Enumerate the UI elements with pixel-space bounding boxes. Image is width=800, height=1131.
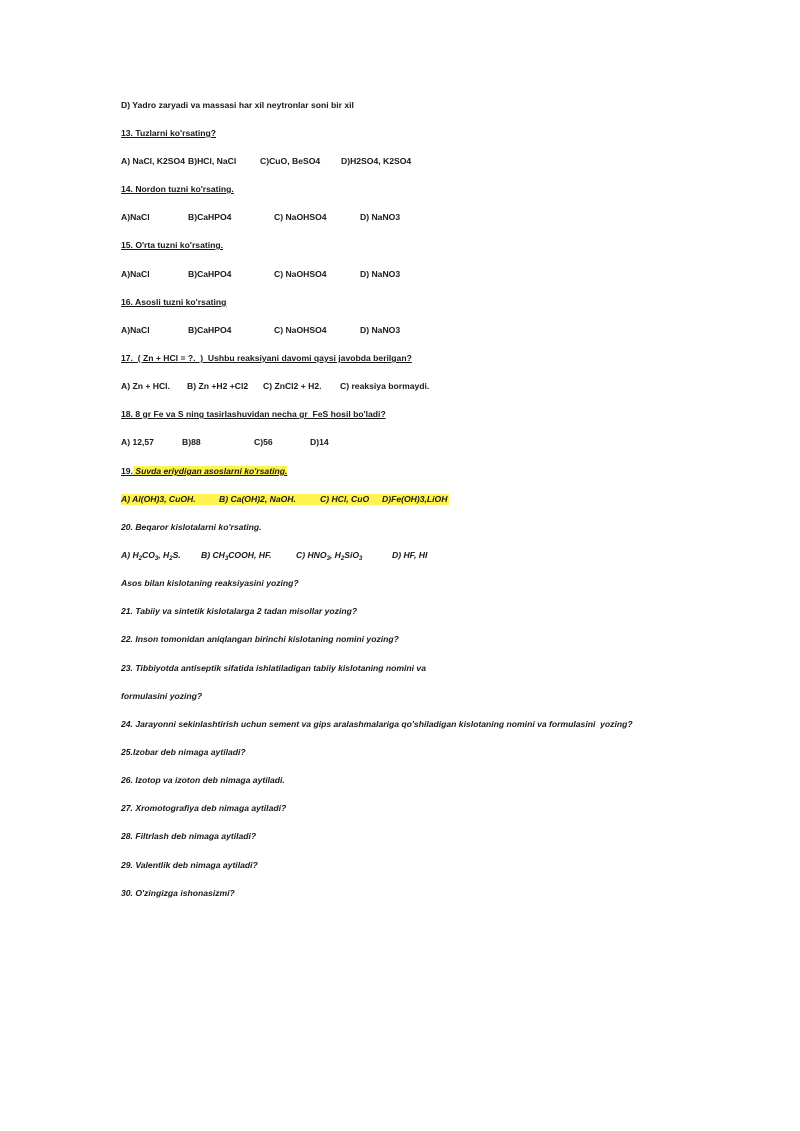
option-a: A) Al(OH)3, CuOH.: [121, 494, 196, 504]
subscript: 3: [224, 556, 229, 562]
options-19-highlighted: [121, 494, 449, 505]
subscript: 2: [340, 556, 345, 562]
question-25: 25.Izobar deb nimaga aytiladi?: [121, 747, 246, 757]
question-30: 30. O'zingizga ishonasizmi?: [121, 888, 235, 898]
option-b: B) $CH_3COOH$, HF.: [201, 550, 272, 562]
question-23-continued: formulasini yozing?: [121, 691, 203, 701]
option-d: D) NaNO3: [360, 212, 401, 222]
question-14: 14. Nordon tuzni ko'rsating.: [121, 184, 234, 194]
question-15: 15. O'rta tuzni ko'rsating.: [121, 240, 223, 250]
options-15: [121, 269, 400, 280]
options-14: [121, 212, 400, 223]
option-b: B)CaHPO4: [188, 269, 232, 279]
option-c: C) NaOHSO4: [274, 325, 327, 335]
option-b: B)CaHPO4: [188, 325, 232, 335]
option-c: C)CuO, BeSO4: [260, 156, 321, 166]
option-b: B) Ca(OH)2, NaOH.: [219, 494, 296, 504]
option-d: D)Fe(OH)3,LiOH: [382, 494, 448, 504]
question-28: 28. Filtrlash deb nimaga aytiladi?: [121, 831, 257, 841]
options-18: [121, 437, 329, 448]
question-16: 16. Asosli tuzni ko'rsating: [121, 297, 227, 307]
question-19: [121, 466, 287, 477]
question-23: 23. Tibbiyotda antiseptik sifatida ishlatiladigan tabiiy kislotaning nomini va: [121, 663, 426, 673]
question-20: 20. Beqaror kislotalarni ko'rsating.: [121, 522, 262, 532]
option-a: A)NaCl: [121, 269, 150, 279]
option-c: C) NaOHSO4: [274, 212, 327, 222]
option-a: A)NaCl: [121, 325, 150, 335]
option-c: C) ZnCl2 + H2.: [263, 381, 322, 391]
option-d: D)14: [310, 437, 329, 447]
options-20: [121, 550, 427, 565]
question-text-highlighted: Suvda eriydigan asoslarni ko'rsating.: [132, 466, 288, 476]
option-a: A) 12,57: [121, 437, 154, 447]
subscript: 2: [138, 556, 143, 562]
option-b: B) Zn +H2 +Cl2: [187, 381, 249, 391]
option-c: C)56: [254, 437, 273, 447]
option-d: D) HF, HI: [392, 550, 428, 560]
question-18: 18. 8 gr Fe va S ning tasirlashuvidan necha gr FeS hosil bo'ladi?: [121, 409, 386, 419]
options-13: [121, 156, 411, 167]
option-a: A) $H_2CO_3$, $H_2S$.: [121, 550, 181, 562]
option-b: B)HCl, NaCl: [188, 156, 237, 166]
question-26: 26. Izotop va izoton deb nimaga aytiladi.: [121, 775, 285, 785]
option-d: D)H2SO4, K2SO4: [341, 156, 412, 166]
subscript: 3: [154, 556, 159, 562]
question-13: 13. Tuzlarni ko'rsating?: [121, 128, 217, 138]
option-d: D) NaNO3: [360, 325, 401, 335]
option-d: D) NaNO3: [360, 269, 401, 279]
option-a: A) NaCl, K2SO4: [121, 156, 185, 166]
subscript: 3: [326, 556, 330, 562]
question-22: 22. Inson tomonidan aniqlangan birinchi kislotaning nomini yozing?: [121, 634, 399, 644]
answer-line-d: D) Yadro zaryadi va massasi har xil neytronlar soni bir xil: [121, 100, 354, 110]
question-24: 24. Jarayonni sekinlashtirish uchun sement va gips aralashmalariga qo'shiladigan kislotaning nomini va formulasini yozing?: [121, 719, 633, 729]
option-c: C) HCl, CuO: [320, 494, 370, 504]
subscript: 3: [359, 556, 363, 562]
question-29: 29. Valentlik deb nimaga aytiladi?: [121, 860, 258, 870]
question-number: 19.: [121, 466, 133, 476]
option-c: C) $HNO_3$, $H_2SiO_3$: [296, 550, 363, 562]
question-17: 17. ( Zn + HCl = ?. ) Ushbu reaksiyani davomi qaysi javobda berilgan?: [121, 353, 412, 363]
option-d: C) reaksiya bormaydi.: [340, 381, 430, 391]
option-b: B)88: [182, 437, 201, 447]
section-heading: Asos bilan kislotaning reaksiyasini yozing?: [121, 578, 299, 588]
option-a: A) Zn + HCl.: [121, 381, 170, 391]
options-17: [121, 381, 429, 392]
subscript: 2: [169, 556, 173, 562]
option-c: C) NaOHSO4: [274, 269, 327, 279]
option-b: B)CaHPO4: [188, 212, 232, 222]
question-21: 21. Tabiiy va sintetik kislotalarga 2 tadan misollar yozing?: [121, 606, 358, 616]
question-27: 27. Xromotografiya deb nimaga aytiladi?: [121, 803, 287, 813]
options-16: [121, 325, 400, 336]
option-a: A)NaCl: [121, 212, 150, 222]
